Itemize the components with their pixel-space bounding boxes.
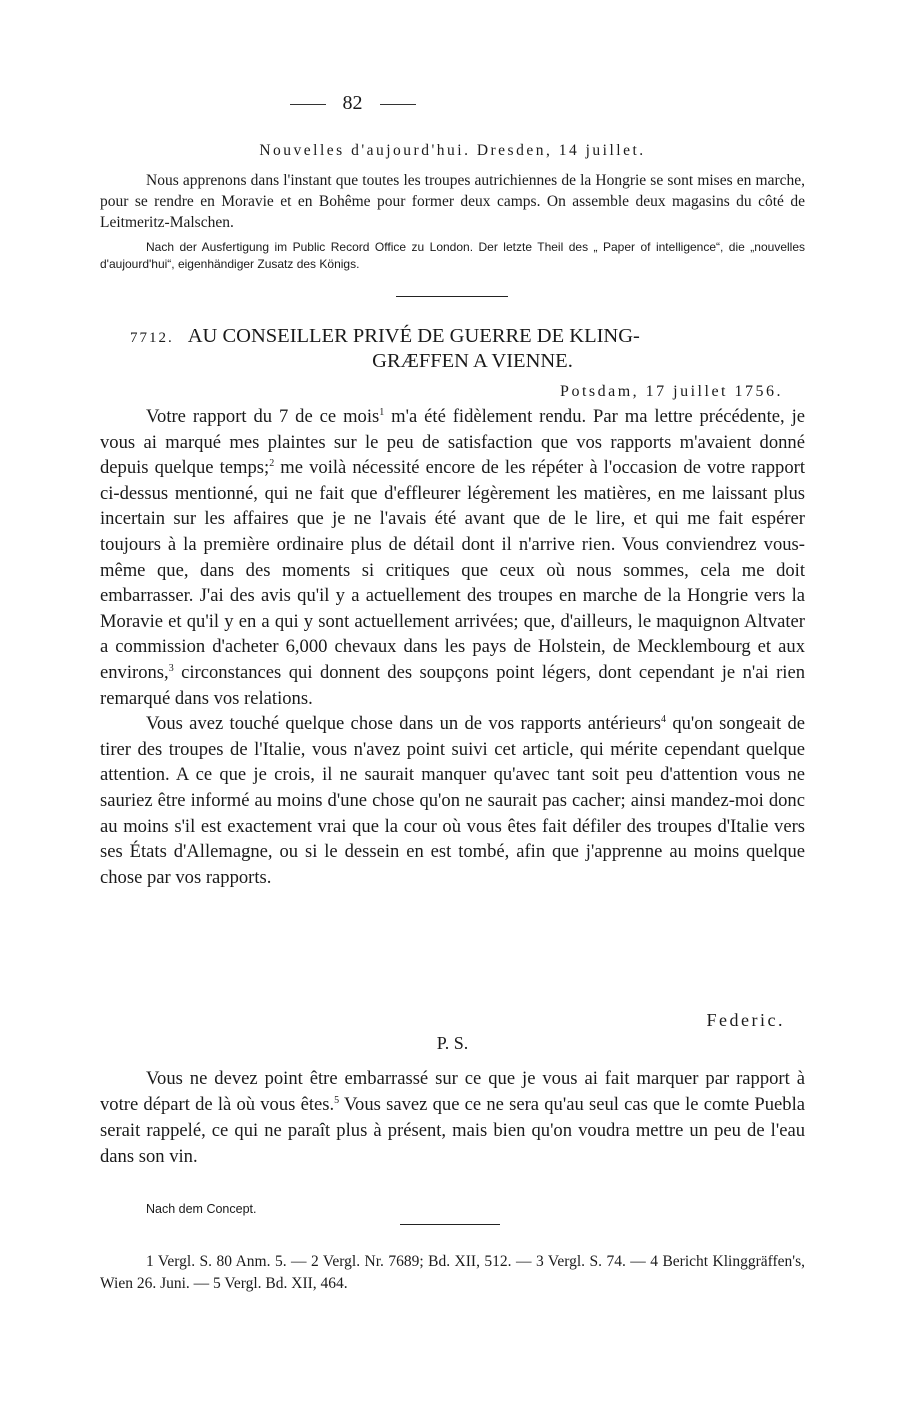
footnote-ref: 3 [168, 662, 174, 674]
postscript-text: Vous ne devez point être embarrassé sur ce que je vous ai fait marquer par rapport à votre départ de là où vous êtes. [100, 1068, 805, 1115]
letter-text: m'a été fidèlement rendu. Par ma lettre précédente, je vous ai marqué mes plaintes sur le peu de satisfaction que vos rapports m'avaient donné depuis quelque temps; [100, 406, 805, 479]
letter-text: circonstances qui donnent des soupçons point légers, dont cependant je n'ai rien remarqué dans vos relations. [100, 661, 805, 709]
footnotes-text: 1 Vergl. S. 80 Anm. 5. — 2 Vergl. Nr. 7689; Bd. XII, 512. — 3 Vergl. S. 74. — 4 Bericht Klinggräffen's, Wien 26. Juni. — 5 Vergl. Bd. XII, 464. [100, 1253, 805, 1292]
footnote-ref: 4 [661, 713, 667, 725]
nouvelles-text: Nous apprenons dans l'instant que toutes les troupes autrichiennes de la Hongrie se sont mises en marche, pour se rendre en Moravie et en Bohême pour former deux camps. On assemble deux magasins du côté de Leitmeritz-Malschen. [100, 172, 805, 231]
nouvelles-source-note: Nach der Ausfertigung im Public Record Office zu London. Der letzte Theil des „ Paper of intelligence“, die „nouvelles d'aujourd'hui“, eigenhändiger Zusatz des Königs. [100, 240, 805, 271]
letter-signature: Federic. [706, 1010, 785, 1030]
header-dash-right [380, 104, 416, 105]
letter-dateline: Potsdam, 17 juillet 1756. [560, 383, 783, 400]
nouvelles-heading: Nouvelles d'aujourd'hui. Dresden, 14 juillet. [259, 142, 646, 159]
letter-text: Vous avez touché quelque chose dans un de vos rapports antérieurs [146, 713, 662, 735]
letter-text: qu'on songeait de tirer des troupes de l'Italie, vous n'avez point suivi cet article, qui mérite cependant quelque attention. A ce que je crois, il ne saurait manquer qu'avec tant soit peu d'attention vous ne sauriez être informé au moins d'une chose qu'on ne saurait pas cacher; ainsi mandez-moi donc au moins s'il est exactement vrai que la cour où vous êtes fait défiler des troupes d'Italie vers ses États d'Allemagne, ou si le dessein en est tombé, afin que j'apprenne au moins quelque chose par vos rapports. [100, 713, 806, 888]
letter-paragraph-2 [100, 711, 805, 890]
footnote-divider [400, 1224, 500, 1225]
letter-title-line1: AU CONSEILLER PRIVÉ DE GUERRE DE KLING- [187, 325, 640, 347]
letter-paragraph-1 [100, 404, 805, 711]
page-header [0, 92, 705, 115]
footnote-ref: 2 [269, 458, 275, 469]
postscript-body [100, 1066, 805, 1170]
footnote-ref: 5 [334, 1094, 340, 1106]
letter-number: 7712. [130, 330, 174, 346]
postscript-text: Vous savez que ce ne sera qu'au seul cas que le comte Puebla serait rappelé, ce qui ne paraît plus à présent, mais bien qu'on voudra mettre un peu de l'eau dans son vin. [100, 1094, 805, 1167]
letter-title-line2: GRÆFFEN A VIENNE. [372, 350, 573, 372]
page-number: 82 [342, 92, 363, 114]
letter-text: Votre rapport du 7 de ce mois [146, 406, 380, 427]
postscript-paragraph [100, 1066, 805, 1170]
footnotes-block [100, 1251, 805, 1295]
letter-source-note: Nach dem Concept. [146, 1202, 257, 1216]
letter-text: me voilà nécessité encore de les répéter à l'occasion de votre rapport ci-dessus mentionné, qui ne fait que d'effleurer légèrement les matières, en me laissant plus incertain sur les affaires que je ne l'avais été avant que de le lire, et qui me fait espérer toujours à la première ordinaire plus de détail dont il n'arrive rien. Vous conviendrez vous-même que, dans des moments si critiques que ceux où nous sommes, cela me doit embarrasser. J'ai des avis qu'il y a actuellement des troupes en marche de la Hongrie vers la Moravie et qu'il y en a qui y sont actuellement arrivées; que, d'ailleurs, le maquignon Altvater a commission d'acheter 6,000 chevaux dans les pays de Holstein, de Mecklembourg et aux environs, [100, 457, 805, 683]
header-dash-left [290, 104, 326, 105]
postscript-heading: P. S. [436, 1033, 469, 1053]
letter-body [100, 404, 805, 890]
nouvelles-text-block [100, 170, 805, 233]
section-divider [396, 296, 508, 297]
letter-title [130, 325, 805, 373]
nouvelles-source-block [100, 239, 805, 273]
footnote-ref: 1 [379, 406, 385, 418]
